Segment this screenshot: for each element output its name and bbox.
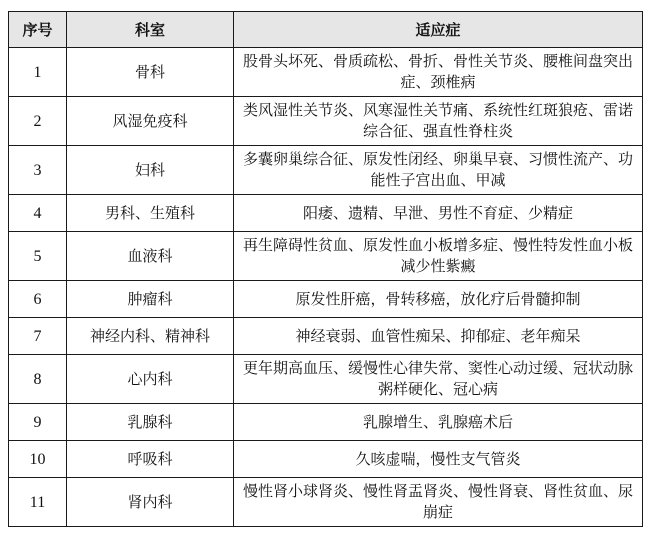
header-indications: 适应症 — [234, 12, 643, 48]
table-row — [9, 48, 643, 97]
row-number: 4 — [9, 195, 67, 232]
row-number: 7 — [9, 318, 67, 355]
table-row — [9, 97, 643, 146]
row-indications: 更年期高血压、缓慢性心律失常、窦性心动过缓、冠状动脉粥样硬化、冠心病 — [234, 355, 643, 404]
row-number: 2 — [9, 97, 67, 146]
table-row — [9, 355, 643, 404]
header-number: 序号 — [9, 12, 67, 48]
row-number: 9 — [9, 404, 67, 441]
table-row — [9, 281, 643, 318]
row-number: 8 — [9, 355, 67, 404]
indications-table — [8, 11, 643, 527]
row-department: 风湿免疫科 — [67, 97, 234, 146]
row-department: 神经内科、精神科 — [67, 318, 234, 355]
row-number: 11 — [9, 478, 67, 527]
row-indications: 类风湿性关节炎、风寒湿性关节痛、系统性红斑狼疮、雷诺综合征、强直性脊柱炎 — [234, 97, 643, 146]
row-indications: 再生障碍性贫血、原发性血小板增多症、慢性特发性血小板减少性紫癜 — [234, 232, 643, 281]
row-indications: 乳腺增生、乳腺癌术后 — [234, 404, 643, 441]
row-department: 妇科 — [67, 146, 234, 195]
row-indications: 慢性肾小球肾炎、慢性肾盂肾炎、慢性肾衰、肾性贫血、尿崩症 — [234, 478, 643, 527]
row-department: 肿瘤科 — [67, 281, 234, 318]
row-department: 呼吸科 — [67, 441, 234, 478]
row-indications: 股骨头坏死、骨质疏松、骨折、骨性关节炎、腰椎间盘突出症、颈椎病 — [234, 48, 643, 97]
row-indications: 原发性肝癌，骨转移癌，放化疗后骨髓抑制 — [234, 281, 643, 318]
table-row — [9, 478, 643, 527]
row-indications: 阳痿、遗精、早泄、男性不育症、少精症 — [234, 195, 643, 232]
table-row — [9, 318, 643, 355]
row-department: 血液科 — [67, 232, 234, 281]
row-indications: 神经衰弱、血管性痴呆、抑郁症、老年痴呆 — [234, 318, 643, 355]
table-row — [9, 146, 643, 195]
row-indications: 多囊卵巢综合征、原发性闭经、卵巢早衰、习惯性流产、功能性子宫出血、甲减 — [234, 146, 643, 195]
row-number: 1 — [9, 48, 67, 97]
row-department: 肾内科 — [67, 478, 234, 527]
row-department: 心内科 — [67, 355, 234, 404]
row-number: 3 — [9, 146, 67, 195]
header-department: 科室 — [67, 12, 234, 48]
row-number: 6 — [9, 281, 67, 318]
table-container — [8, 11, 642, 527]
row-number: 10 — [9, 441, 67, 478]
table-row — [9, 404, 643, 441]
table-header-row — [9, 12, 643, 48]
table-row — [9, 195, 643, 232]
row-department: 乳腺科 — [67, 404, 234, 441]
table-row — [9, 441, 643, 478]
row-department: 骨科 — [67, 48, 234, 97]
table-row — [9, 232, 643, 281]
row-indications: 久咳虚喘，慢性支气管炎 — [234, 441, 643, 478]
row-department: 男科、生殖科 — [67, 195, 234, 232]
row-number: 5 — [9, 232, 67, 281]
